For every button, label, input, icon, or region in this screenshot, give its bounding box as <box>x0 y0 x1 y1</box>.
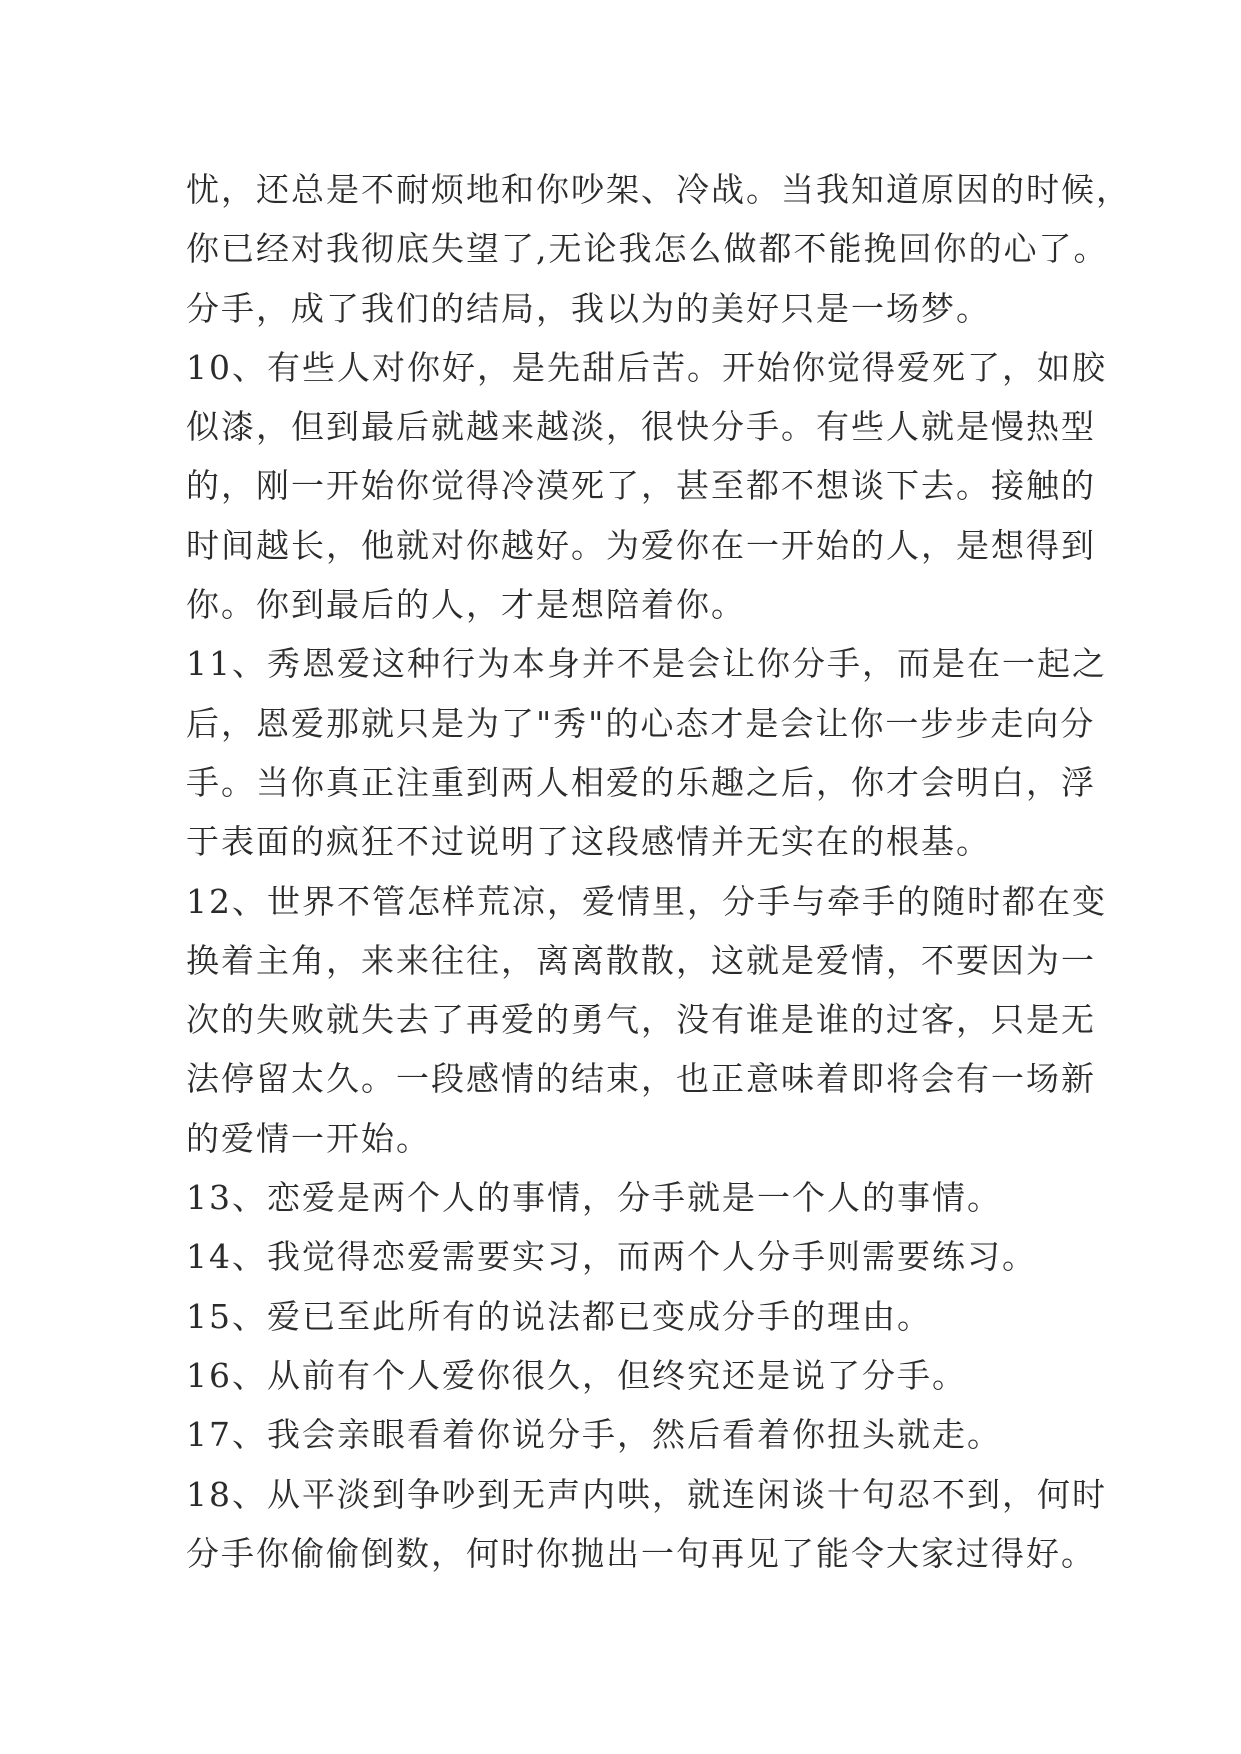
text-line: 后，恩爱那就只是为了"秀"的心态才是会让你一步步走向分 <box>186 703 1096 743</box>
text-line: 11、秀恩爱这种行为本身并不是会让你分手，而是在一起之 <box>186 644 1107 684</box>
text-line: 换着主角，来来往往，离离散散，这就是爱情，不要因为一 <box>186 940 1096 980</box>
text-line: 的，刚一开始你觉得冷漠死了，甚至都不想谈下去。接触的 <box>186 466 1096 506</box>
text-line: 你已经对我彻底失望了,无论我怎么做都不能挽回你的心了。 <box>186 229 1109 269</box>
text-line: 分手，成了我们的结局，我以为的美好只是一场梦。 <box>186 288 991 328</box>
text-line: 10、有些人对你好，是先甜后苦。开始你觉得爱死了，如胶 <box>186 347 1107 387</box>
text-line: 分手你偷偷倒数，何时你抛出一句再见了能令大家过得好。 <box>186 1533 1096 1573</box>
text-line: 17、我会亲眼看着你说分手，然后看着你扭头就走。 <box>186 1415 1002 1455</box>
text-line: 15、爱已至此所有的说法都已变成分手的理由。 <box>186 1296 932 1336</box>
text-line: 于表面的疯狂不过说明了这段感情并无实在的根基。 <box>186 822 991 862</box>
text-line: 次的失败就失去了再爱的勇气，没有谁是谁的过客，只是无 <box>186 1000 1096 1040</box>
text-line: 你。你到最后的人，才是想陪着你。 <box>186 585 746 625</box>
body-text <box>186 160 1131 1583</box>
text-line: 14、我觉得恋爱需要实习，而两个人分手则需要练习。 <box>186 1237 1037 1277</box>
text-line: 的爱情一开始。 <box>186 1118 431 1158</box>
text-line: 法停留太久。一段感情的结束，也正意味着即将会有一场新 <box>186 1059 1096 1099</box>
text-line: 忧，还总是不耐烦地和你吵架、冷战。当我知道原因的时候， <box>186 170 1131 209</box>
text-line: 12、世界不管怎样荒凉，爱情里，分手与牵手的随时都在变 <box>186 881 1107 921</box>
text-line: 手。当你真正注重到两人相爱的乐趣之后，你才会明白，浮 <box>186 762 1096 802</box>
text-line: 16、从前有个人爱你很久，但终究还是说了分手。 <box>186 1355 967 1395</box>
text-line: 似漆，但到最后就越来越淡，很快分手。有些人就是慢热型 <box>186 407 1096 447</box>
text-line: 18、从平淡到争吵到无声内哄，就连闲谈十句忍不到，何时 <box>186 1474 1107 1514</box>
text-line: 13、恋爱是两个人的事情，分手就是一个人的事情。 <box>186 1178 1002 1218</box>
text-line: 时间越长，他就对你越好。为爱你在一开始的人，是想得到 <box>186 525 1096 565</box>
